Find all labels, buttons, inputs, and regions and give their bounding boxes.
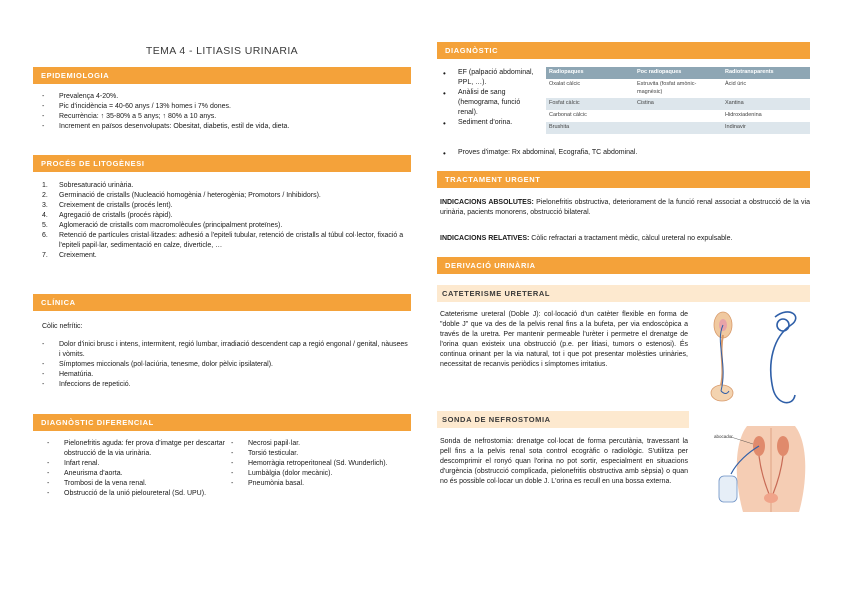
list-item: - Hematúria. xyxy=(40,370,410,380)
page-title: TEMA 4 - LITIASIS URINARIA xyxy=(145,45,299,57)
list-item: • EF (palpació abdominal, PPL, …). xyxy=(439,68,541,88)
diagnostic-diferencial-right-list xyxy=(229,439,389,489)
indicacions-absolutes xyxy=(440,198,810,218)
table-cell: Àcid úric xyxy=(725,80,747,87)
clinica-heading: CLÍNICA xyxy=(33,294,411,311)
double-j-catheter xyxy=(771,312,796,403)
tractament-heading: TRACTAMENT URGENT xyxy=(437,171,810,188)
list-item: - Trombosi de la vena renal. xyxy=(45,479,225,489)
diagnostic-imatge-list xyxy=(439,148,809,158)
list-item: - Torsió testicular. xyxy=(229,449,389,459)
diagnostic-heading: DIAGNÒSTIC xyxy=(437,42,810,59)
table-row xyxy=(546,98,810,110)
cateterisme-text: Cateterisme ureteral (Doble J): col·locació d'un catèter flexible en forma de "doble J" que va des de la pelvis renal fins a la bufeta, per via endoscòpica a través de la uretra. Per mantenir permeable l'urèter i permetre el drenatge de l'orina quan existeix una obstrucció (p.e. per litiasi, tumors o estenosi). És continua orinant per la via natural, tot i que pot presentar molèsties urinàries, necessitat de recanvis periòdics i símptomes irritatius. xyxy=(440,311,688,368)
clinica-intro: Còlic nefrític: xyxy=(42,323,83,330)
list-item: - Pic d'incidència = 40-60 anys / 13% homes i 7% dones. xyxy=(40,102,408,112)
clinica-list xyxy=(40,340,410,390)
table-cell: Estruvita (fosfat amònic-magnèsic) xyxy=(637,80,697,95)
sonda-text: Sonda de nefrostomia: drenatge col·locat de forma percutània, travessant la pell fins a la pelvis renal sota control ecogràfic o radiològic. S'utilitza per descomprimir el ronyó quan l'orina no pot sortir, especialment en situacions d'urgència (obstrucció complicada, pielonefritis obstructiva amb sèpsia) o quan no és possible col·locar un doble J. L'orina es recull en una bossa externa. xyxy=(440,438,688,485)
kidney-right xyxy=(777,436,789,456)
table-header: Radiotransparents xyxy=(722,67,810,79)
list-item: - Obstrucció de la unió pieloureteral (Sd. UPU). xyxy=(45,489,225,499)
indicacions-relatives xyxy=(440,234,810,244)
list-item: - Pielonefritis aguda: fer prova d'imatge per descartar obstrucció de la via urinària. xyxy=(45,439,225,459)
list-item: - Lumbàlgia (dolor mecànic). xyxy=(229,469,389,479)
table-cell xyxy=(634,122,722,134)
table-cell: Cistina xyxy=(634,98,722,110)
figure-label: abocador xyxy=(714,434,733,439)
list-item: 7. Creixement. xyxy=(42,251,97,259)
derivacio-heading: DERIVACIÓ URINÀRIA xyxy=(437,257,810,274)
indicacions-absolutes-text: Pielonefritis obstructiva, deteriorament de la funció renal associat a obstrucció de la via urinària, pacients monorens, obstrucció bilateral. xyxy=(440,199,810,216)
table-row xyxy=(546,122,810,134)
list-item: - Hemorràgia retroperitoneal (Sd. Wunderlich). xyxy=(229,459,389,469)
litogenesi-list xyxy=(40,181,410,261)
table-cell: Oxalat càlcic xyxy=(549,80,581,87)
list-item: - Infart renal. xyxy=(45,459,225,469)
table-cell: Fosfat càlcic xyxy=(546,98,634,110)
epidemiologia-list xyxy=(40,92,408,132)
epidemiologia-heading: EPIDEMIOLOGIA xyxy=(33,67,411,84)
cateterisme-heading: CATETERISME URETERAL xyxy=(437,285,810,302)
sonda-heading: SONDA DE NEFROSTOMIA xyxy=(437,411,689,428)
indicacions-relatives-label: INDICACIONS RELATIVES: xyxy=(440,235,530,242)
double-j-illustration xyxy=(695,303,811,413)
list-item: - Aneurisma d'aorta. xyxy=(45,469,225,479)
table-cell: Carbonat càlcic xyxy=(549,112,587,119)
drainage-bag xyxy=(719,476,737,502)
diagnostic-list xyxy=(439,68,541,128)
list-item: - Increment en països desenvolupats: Obesitat, diabetis, estil de vida, dieta. xyxy=(40,122,408,132)
list-item: - Dolor d'inici brusc i intens, intermitent, regió lumbar, irradiació descendent cap a regió engonal / genital, nàusees i vòmits. xyxy=(40,340,410,360)
list-item: • Anàlisi de sang (hemograma, funció renal). xyxy=(439,88,541,118)
table-cell xyxy=(634,110,722,122)
indicacions-relatives-text: Còlic refractari a tractament mèdic, càlcul ureteral no expulsable. xyxy=(529,235,733,242)
radiopacity-table xyxy=(546,67,810,134)
list-item: 6. Retenció de partícules cristal·litzades: adhesió a l'epiteli tubular, retenció de cristalls al túbul col·lector, fixació a l'epiteli papil·lar, sedimentació en calze, diverticle, … xyxy=(42,231,404,249)
list-item: - Pneumònia basal. xyxy=(229,479,389,489)
table-header: Poc radiopaques xyxy=(634,67,722,79)
indicacions-absolutes-label: INDICACIONS ABSOLUTES: xyxy=(440,199,534,206)
litogenesi-heading: PROCÉS DE LITOGÈNESI xyxy=(33,155,411,172)
list-item: - Prevalença 4-20%. xyxy=(40,92,408,102)
list-item: 1. Sobresaturació urinària. xyxy=(42,182,134,189)
table-cell: Brushita xyxy=(546,122,634,134)
table-row xyxy=(546,79,810,99)
list-item: - Infeccions de repetició. xyxy=(40,380,410,390)
diagnostic-diferencial-left-list xyxy=(45,439,225,499)
list-item: - Recurrència: ↑ 35-80% a 5 anys; ↑ 80% a 10 anys. xyxy=(40,112,408,122)
diagnostic-diferencial-heading: DIAGNÒSTIC DIFERENCIAL xyxy=(33,414,411,431)
list-item: 4. Agregació de cristalls (procés ràpid). xyxy=(42,211,173,219)
list-item: 3. Creixement de cristalls (procés lent). xyxy=(42,201,173,209)
nephrostomy-illustration xyxy=(713,424,810,515)
table-cell: Hidroxiadenina xyxy=(725,112,762,119)
list-item: - Necrosi papil·lar. xyxy=(229,439,389,449)
list-item: • Sediment d'orina. xyxy=(439,118,541,128)
list-item: 2. Germinació de cristalls (Nucleació homogènia / heterogènia; Promotors / Inhibidors). xyxy=(42,191,321,199)
table-cell: Indinavir xyxy=(722,122,810,134)
table-header-row xyxy=(546,67,810,79)
table-header: Radiopaques xyxy=(546,67,634,79)
list-item: • Proves d'imatge: Rx abdominal, Ecografia, TC abdominal. xyxy=(439,148,809,158)
list-item: 5. Aglomeració de cristalls com macromolècules (principalment proteïnes). xyxy=(42,221,283,229)
list-item: - Símptomes miccionals (pol·laciúria, tenesme, dolor pèlvic ipsilateral). xyxy=(40,360,410,370)
table-cell: Xantina xyxy=(722,98,810,110)
table-row xyxy=(546,110,810,122)
